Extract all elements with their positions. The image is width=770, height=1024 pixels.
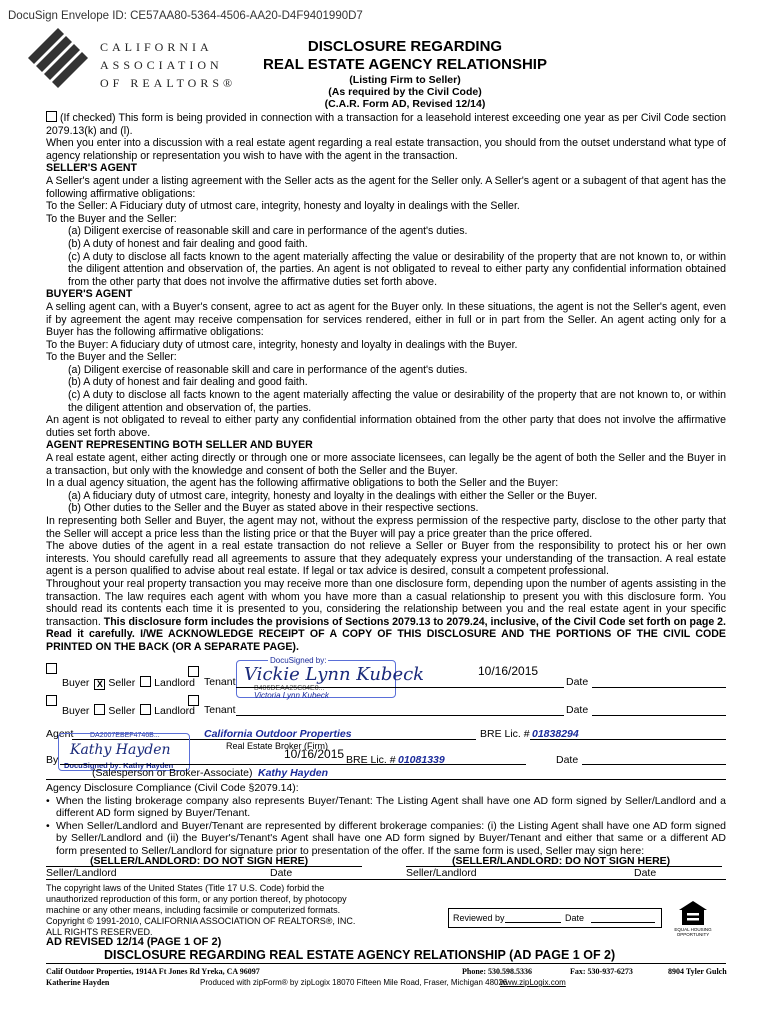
seller-paragraph-3: To the Buyer and the Seller: bbox=[46, 212, 177, 225]
row2-main-checkbox[interactable] bbox=[46, 695, 57, 706]
compliance-bullet-1: When the listing brokerage company also represents Buyer/Tenant: The Listing Agent shall have one AD form signed by Seller/Landlord and a different AD form signed by Buyer/Tenant. bbox=[56, 794, 726, 820]
by-bre-value[interactable]: 01081339 bbox=[398, 754, 445, 766]
reviewed-date-label: Date bbox=[565, 913, 585, 923]
buyer-paragraph-1: A selling agent can, with a Buyer's consent, agree to act as agent for the Buyer only. In these situations, the agent is not the Seller's agent, even if by agreement the agent may receive compensation for services rendered, either in full or in part from the Seller. An agent acting only for a Buyer has the following affirmative obligations: bbox=[46, 300, 726, 339]
subtitle-2: (As required by the Civil Code) bbox=[328, 86, 482, 98]
dual-item-b: (b) Other duties to the Seller and the Buyer as stated above in their respective sections. bbox=[68, 502, 479, 515]
eho-caption-2: OPPORTUNITY bbox=[676, 932, 710, 937]
firm-caption: Real Estate Broker (Firm) bbox=[226, 741, 329, 751]
date-left-label: Date bbox=[270, 867, 293, 879]
compliance-divider bbox=[46, 779, 726, 780]
agent-printed-name: Kathy Hayden bbox=[258, 767, 329, 779]
by-date-label: Date bbox=[556, 754, 579, 766]
by-label: By bbox=[46, 754, 59, 766]
car-logo-icon bbox=[28, 28, 90, 92]
row2-signature-line bbox=[236, 715, 564, 716]
no-sign-right: (SELLER/LANDLORD: DO NOT SIGN HERE) bbox=[452, 855, 671, 867]
row2-tenant-label: Tenant bbox=[204, 704, 236, 716]
buyer-item-a: (a) Diligent exercise of reasonable skill and care in performance of the agent's duties. bbox=[68, 363, 468, 376]
footer-agent-name: Katherine Hayden bbox=[46, 978, 110, 987]
signature-row-2 bbox=[62, 704, 195, 717]
no-sign-left: (SELLER/LANDLORD: DO NOT SIGN HERE) bbox=[90, 855, 309, 867]
reviewed-box bbox=[448, 908, 662, 928]
docusigned-label: DocuSigned by: bbox=[270, 656, 327, 665]
ziplogix-link[interactable]: www.zipLogix.com bbox=[500, 978, 566, 987]
leasehold-checkbox[interactable] bbox=[46, 111, 57, 122]
acknowledgement-text: This disclosure form includes the provisions of Sections 2079.13 to 2079.24, inclusive, of the Civil Code set forth on page 2. Read it carefully. I/WE ACKNOWLEDGE RECEIPT OF A COPY OF THIS DISCLOSURE AND THE PORTIONS OF THE CIVIL CODE PRINTED ON THE BACK (OR A SEPARATE PAGE). bbox=[46, 615, 726, 653]
copyright-line1: The copyright laws of the United States (Title 17 U.S. Code) forbid the bbox=[46, 883, 325, 893]
sl-left-label: Seller/Landlord bbox=[46, 867, 117, 879]
row2-tenant-checkbox[interactable] bbox=[188, 695, 199, 706]
equal-housing-caption bbox=[670, 927, 716, 937]
row1-landlord-label: Landlord bbox=[154, 677, 196, 689]
row1-main-checkbox[interactable] bbox=[46, 663, 57, 674]
buyer-item-c: (c) A duty to disclose all facts known to the agent materially affecting the value or desirability of the property that are not known to, or within the diligent attention and observation of, the parties. bbox=[68, 389, 726, 414]
agent-docusign-id: DA2007EBEF4746B... bbox=[90, 732, 160, 739]
row2-date-label: Date bbox=[566, 704, 589, 716]
seller-printed-name: Victoria Lynn Kubeck bbox=[254, 691, 329, 700]
seller-paragraph-1: A Seller's agent under a listing agreement with the Seller acts as the agent for the Seller only. A Seller's agent or a subagent of that agent has the following affirmative obligations: bbox=[46, 174, 726, 200]
compliance-title: Agency Disclosure Compliance (Civil Code §2079.14): bbox=[46, 782, 299, 794]
row2-seller-label: Seller bbox=[108, 705, 136, 717]
reviewed-by-label: Reviewed by bbox=[453, 913, 505, 923]
dual-paragraph-5 bbox=[46, 578, 726, 654]
row1-seller-label: Seller bbox=[108, 677, 136, 689]
office-fax: Fax: 530-937-6273 bbox=[570, 967, 633, 976]
agent-firm[interactable]: California Outdoor Properties bbox=[204, 728, 352, 740]
seller-signature[interactable]: Vickie Lynn Kubeck bbox=[244, 664, 425, 685]
dual-item-a: (a) A fiduciary duty of utmost care, integrity, honesty and loyalty in the dealings with either the Seller or the Buyer. bbox=[68, 489, 598, 502]
bre-line bbox=[530, 739, 726, 740]
logo-line3: OF REALTORS® bbox=[100, 76, 237, 90]
envelope-id: DocuSign Envelope ID: CE57AA80-5364-4506-AA20-D4F9401990D7 bbox=[8, 10, 363, 22]
seller-item-c: (c) A duty to disclose all facts known to the agent materially affecting the value or desirability of the property that are not known to, or within the diligent attention and observation of, the parties. An agent is not obligated to reveal to either party any confidential information obtained from the other party that does not involve the affirmative duties set forth above. bbox=[68, 250, 726, 288]
buyer-paragraph-3: To the Buyer and the Seller: bbox=[46, 351, 177, 364]
row2-landlord-label: Landlord bbox=[154, 705, 196, 717]
dual-paragraph-3: In representing both Seller and Buyer, the agent may not, without the express permission of the respective party, disclose to the other party that the Seller will accept a price less than the listing price or that the Buyer will pay a price greater than the price offered. bbox=[46, 515, 726, 540]
agent-date-value[interactable]: 10/16/2015 bbox=[284, 747, 345, 761]
row2-seller-checkbox[interactable] bbox=[94, 704, 105, 715]
agent-docusigned-label: DocuSigned by: Kathy Hayden bbox=[64, 761, 174, 770]
buyer-agent-heading: BUYER'S AGENT bbox=[46, 288, 133, 301]
dual-paragraph-2: In a dual agency situation, the agent has the following affirmative obligations to both the Seller and the Buyer: bbox=[46, 477, 559, 490]
logo-line2: ASSOCIATION bbox=[100, 58, 223, 72]
compliance-bullet-2: When Seller/Landlord and Buyer/Tenant are represented by different brokerage companies: (i) the Listing Agent shall have one AD form signed by Seller/Landlord and (ii) the Buyer's/Tenant's Agent shall have one AD form signed by Buyer/Tenant and either that same or a different AD form presented to Seller/Landlord for signature prior to presentation of the offer. If the same form is used, Seller may sign here: bbox=[56, 819, 726, 857]
footer-divider bbox=[46, 879, 726, 880]
logo-line1: CALIFORNIA bbox=[100, 40, 213, 54]
seller-agent-heading: SELLER'S AGENT bbox=[46, 162, 138, 175]
row2-date-line bbox=[592, 715, 726, 716]
buyer-paragraph-2: To the Buyer: A fiduciary duty of utmost care, integrity, honesty and loyalty in dealings with the Buyer. bbox=[46, 338, 518, 351]
copyright-line2: unauthorized reproduction of this form, or any portion thereof, by photocopy bbox=[46, 894, 347, 904]
row1-date-line bbox=[592, 687, 726, 688]
leasehold-text: (If checked) This form is being provided in connection with a transaction for a leasehold interest exceeding one year as per Civil Code section 2079.13(k) and (l). bbox=[46, 112, 726, 137]
agent-signature[interactable]: Kathy Hayden bbox=[70, 742, 171, 758]
signature-row-1 bbox=[62, 676, 195, 690]
row2-landlord-checkbox[interactable] bbox=[140, 704, 151, 715]
seller-signature-id: B406DEAA25C84E0... bbox=[254, 685, 325, 692]
row1-seller-checkbox[interactable]: X bbox=[94, 679, 105, 690]
office-phone: Phone: 530.598.5336 bbox=[462, 967, 532, 976]
revised-label: AD REVISED 12/14 (PAGE 1 OF 2) bbox=[46, 936, 222, 948]
subtitle-1: (Listing Firm to Seller) bbox=[349, 74, 461, 86]
eho-caption-1: EQUAL HOUSING bbox=[674, 927, 712, 932]
row1-signature-line bbox=[236, 687, 564, 688]
salesperson-caption: (Salesperson or Broker-Associate) bbox=[92, 767, 253, 779]
agent-label: Agent bbox=[46, 728, 74, 740]
title-line2: REAL ESTATE AGENCY RELATIONSHIP bbox=[263, 56, 547, 73]
row1-date-label: Date bbox=[566, 676, 589, 688]
form-address-code: 8904 Tyler Gulch bbox=[668, 967, 727, 976]
logo-text bbox=[100, 38, 236, 92]
row1-tenant-label: Tenant bbox=[204, 676, 236, 688]
bre-label: BRE Lic. # bbox=[480, 728, 530, 740]
by-bre-label: BRE Lic. # bbox=[346, 754, 396, 766]
compliance-section: Agency Disclosure Compliance (Civil Code §2079.14): • When the listing brokerage company also represents Buyer/Tenant: The Listing Agent shall have one AD form signed by Seller/Landlord and a different AD form signed by Buyer/Tenant. • When Seller/Landlord and Buyer/Tenant are represented by different brokerage companies: (i) the Listing Agent shall have one AD form signed by Seller/Landlord and (ii) the Buyer's/Tenant's Agent shall have one AD form signed by Buyer/Tenant and either that same or a different AD form presented to Seller/Landlord for signature prior to presentation of the offer. If the same form is used, Seller may sign here: bbox=[46, 782, 726, 857]
disclosure-body bbox=[46, 111, 726, 654]
sl-right-label: Seller/Landlord bbox=[406, 867, 477, 879]
buyer-paragraph-4: An agent is not obligated to reveal to either party any confidential information obtained from the other party that does not involve the affirmative duties set forth above. bbox=[46, 414, 726, 439]
bre-value[interactable]: 01838294 bbox=[532, 728, 579, 740]
dual-paragraph-4: The above duties of the agent in a real estate transaction do not relieve a Seller or Buyer from the responsibility to protect his or her own interests. You should carefully read all agreements to assure that they adequately express your understanding of the transaction. A real estate agent is a person qualified to advise about real estate. If legal or tax advice is desired, consult a competent professional. bbox=[46, 540, 726, 578]
equal-housing-icon bbox=[678, 900, 708, 926]
row1-buyer-label: Buyer bbox=[62, 677, 90, 689]
copyright-block bbox=[46, 883, 386, 938]
row2-buyer-label: Buyer bbox=[62, 705, 90, 717]
seller-item-a: (a) Diligent exercise of reasonable skill and care in performance of the agent's duties. bbox=[68, 225, 468, 238]
row1-tenant-checkbox[interactable] bbox=[188, 666, 199, 677]
produced-by: Produced with zipForm® by zipLogix 18070 Fifteen Mile Road, Fraser, Michigan 48026 bbox=[200, 978, 508, 987]
copyright-line3: machine or any other means, including facsimile or computerized formats. bbox=[46, 905, 341, 915]
copyright-line4: Copyright © 1991-2010, CALIFORNIA ASSOCIATION OF REALTORS®, INC. bbox=[46, 916, 356, 926]
footer-bottom-divider bbox=[46, 963, 726, 964]
dual-paragraph-5-text: Throughout your real property transaction you may receive more than one disclosure form, depending upon the number of agents assisting in the transaction. The law requires each agent with whom you have more than a casual relationship to present you with this disclosure form. You should read its contents each time it is presented to you, considering the relationship between you and the real estate agent in your specific transaction. bbox=[46, 577, 726, 628]
footer-page-title: DISCLOSURE REGARDING REAL ESTATE AGENCY RELATIONSHIP (AD PAGE 1 OF 2) bbox=[104, 948, 616, 962]
by-line bbox=[60, 764, 526, 765]
title-line1: DISCLOSURE REGARDING bbox=[307, 38, 503, 55]
seller-item-b: (b) A duty of honest and fair dealing and good faith. bbox=[68, 237, 308, 250]
seller-paragraph-2: To the Seller: A Fiduciary duty of utmost care, integrity, honesty and loyalty in dealings with the Seller. bbox=[46, 200, 520, 213]
dual-agent-heading: AGENT REPRESENTING BOTH SELLER AND BUYER bbox=[46, 439, 313, 452]
date-right-label: Date bbox=[634, 867, 657, 879]
office-address: Calif Outdoor Properties, 1914A Ft Jones Rd Yreka, CA 96097 bbox=[46, 967, 260, 976]
row1-landlord-checkbox[interactable] bbox=[140, 676, 151, 687]
buyer-item-b: (b) A duty of honest and fair dealing and good faith. bbox=[68, 376, 308, 389]
dual-paragraph-1: A real estate agent, either acting directly or through one or more associate licensees, can legally be the agent of both the Seller and the Buyer in a transaction, but only with the knowledge and consent of both the Seller and the Buyer. bbox=[46, 452, 726, 477]
copyright-line5: ALL RIGHTS RESERVED. bbox=[46, 927, 153, 937]
subtitle-3: (C.A.R. Form AD, Revised 12/14) bbox=[324, 98, 486, 110]
seller-date-value[interactable]: 10/16/2015 bbox=[478, 664, 539, 678]
intro-paragraph: When you enter into a discussion with a real estate agent regarding a real estate transaction, you should from the outset understand what type of agency relationship or representation you wish to have with the agent in the transaction. bbox=[46, 137, 726, 162]
by-date-line bbox=[582, 764, 726, 765]
